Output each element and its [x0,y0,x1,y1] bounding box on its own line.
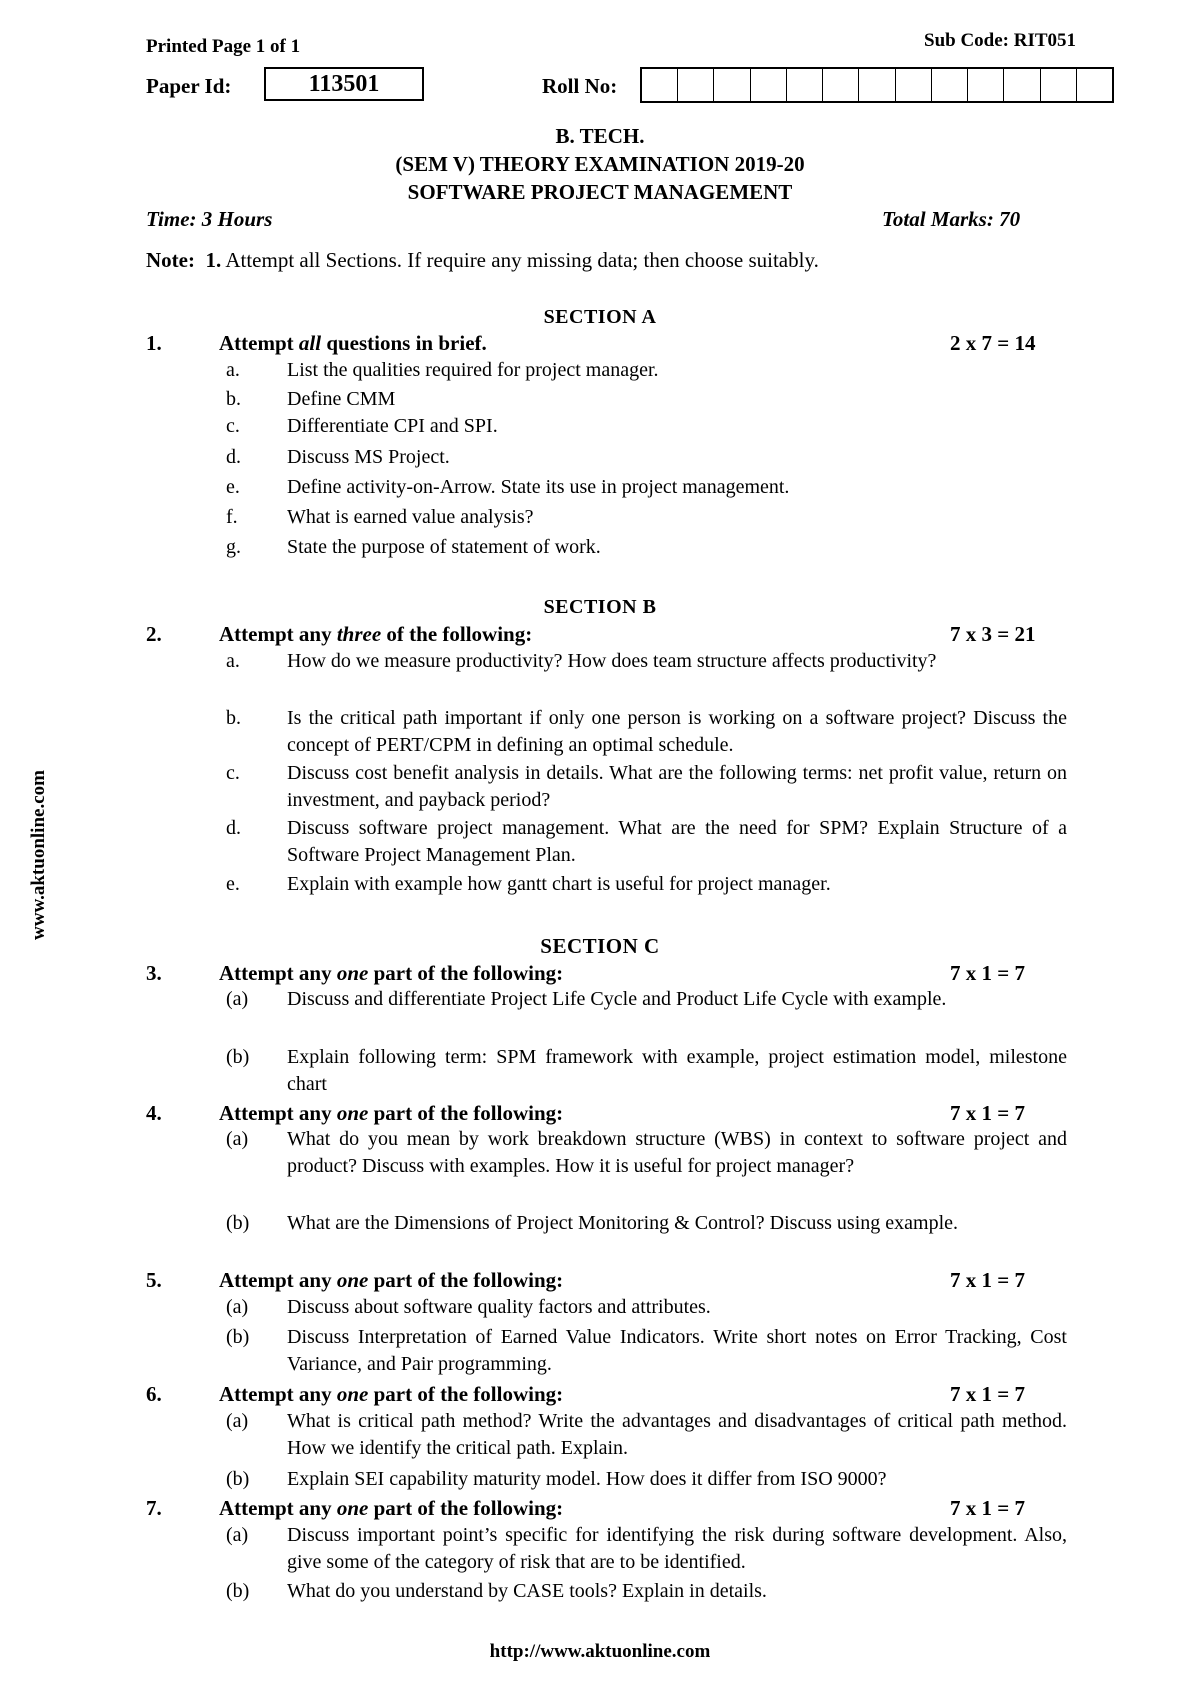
item-label: (a) [226,988,249,1010]
item-text: Define activity-on-Arrow. State its use in project management. [287,476,790,498]
item-text: Explain SEI capability maturity model. How does it differ from ISO 9000? [287,1468,887,1490]
item-text: Discuss cost benefit analysis in details. What are the following terms: net profit value, return on investment, and payback period? [287,762,1067,811]
item-text: What is earned value analysis? [287,506,534,528]
item-text: Is the critical path important if only one person is working on a software project? Discuss the concept of PERT/CPM in defining an optimal schedule. [287,707,1067,756]
roll-no-cell[interactable] [968,69,1004,101]
roll-no-cell[interactable] [896,69,932,101]
exam-duration: Time: 3 Hours [146,207,273,231]
question-marks: 7 x 1 = 7 [950,961,1025,985]
question-number: 4. [146,1101,162,1125]
roll-no-cell[interactable] [642,69,678,101]
item-label: (a) [226,1524,249,1546]
paper-id-label: Paper Id: [146,74,232,98]
item-text: Explain with example how gantt chart is useful for project manager. [287,873,831,895]
item-label: (b) [226,1046,250,1068]
section-c-title: SECTION C [540,934,660,958]
question-number: 6. [146,1382,162,1406]
item-text: Discuss Interpretation of Earned Value Indicators. Write short notes on Error Tracking, Cost Variance, and Pair programming. [287,1326,1067,1375]
item-text: State the purpose of statement of work. [287,536,601,558]
question-number: 1. [146,331,162,355]
roll-no-cell[interactable] [751,69,787,101]
question-instruction: Attempt any one part of the following: [219,1101,564,1125]
item-label: c. [226,762,240,784]
item-label: (b) [226,1468,250,1490]
note-line [146,248,819,273]
question-marks: 2 x 7 = 14 [950,331,1036,355]
subject-title: SOFTWARE PROJECT MANAGEMENT [407,180,793,204]
sub-code: Sub Code: RIT051 [924,30,1077,51]
section-a-title: SECTION A [543,306,657,328]
item-text: Define CMM [287,388,396,410]
roll-no-cell[interactable] [1041,69,1077,101]
roll-no-cell[interactable] [823,69,859,101]
question-number: 7. [146,1496,162,1520]
item-text: What do you understand by CASE tools? Explain in details. [287,1580,767,1602]
item-label: b. [226,388,241,410]
item-label: (a) [226,1410,249,1432]
roll-no-boxes[interactable] [640,67,1114,103]
exam-title: (SEM V) THEORY EXAMINATION 2019-20 [395,152,805,176]
item-text: How do we measure productivity? How does team structure affects productivity? [287,650,937,672]
item-label: d. [226,446,241,468]
item-text: List the qualities required for project manager. [287,359,659,381]
question-instruction: Attempt any one part of the following: [219,1382,564,1406]
question-number: 5. [146,1268,162,1292]
item-text: Discuss about software quality factors and attributes. [287,1296,711,1318]
note-label: Note: [146,248,195,272]
note-number: 1. [205,248,222,272]
roll-no-cell[interactable] [932,69,968,101]
item-label: d. [226,817,241,839]
roll-no-cell[interactable] [678,69,714,101]
item-label: e. [226,873,240,895]
item-text: What is critical path method? Write the advantages and disadvantages of critical path method. How we identify the critical path. Explain. [287,1410,1067,1459]
question-marks: 7 x 3 = 21 [950,622,1036,646]
question-instruction: Attempt any one part of the following: [219,1268,564,1292]
note-text: Attempt all Sections. If require any missing data; then choose suitably. [225,248,819,272]
item-label: (b) [226,1326,250,1348]
item-label: a. [226,359,240,381]
item-text: Explain following term: SPM framework with example, project estimation model, milestone chart [287,1046,1067,1095]
total-marks: Total Marks: 70 [882,207,1021,231]
roll-no-cell[interactable] [787,69,823,101]
question-number: 2. [146,622,162,646]
item-text: Discuss software project management. What are the need for SPM? Explain Structure of a Software Project Management Plan. [287,817,1067,866]
roll-no-cell[interactable] [714,69,750,101]
question-instruction: Attempt any one part of the following: [219,961,564,985]
question-marks: 7 x 1 = 7 [950,1101,1025,1125]
printed-page-label: Printed Page 1 of 1 [146,36,301,57]
item-label: (b) [226,1212,250,1234]
question-number: 3. [146,961,162,985]
question-marks: 7 x 1 = 7 [950,1496,1025,1520]
roll-no-cell[interactable] [1004,69,1040,101]
item-text: Discuss important point’s specific for identifying the risk during software development. Also, give some of the category of risk that are to be identified. [287,1524,1067,1573]
item-label: b. [226,707,241,729]
item-label: (b) [226,1580,250,1602]
item-label: f. [226,506,238,528]
item-label: (a) [226,1296,249,1318]
side-watermark: www.aktuonline.com [28,770,49,940]
question-instruction: Attempt any three of the following: [219,622,533,646]
item-label: c. [226,415,240,437]
footer-url[interactable]: http://www.aktuonline.com [489,1641,711,1662]
question-marks: 7 x 1 = 7 [950,1268,1025,1292]
item-text: Differentiate CPI and SPI. [287,415,498,437]
item-text: What are the Dimensions of Project Monitoring & Control? Discuss using example. [287,1212,958,1234]
question-instruction: Attempt all questions in brief. [219,331,487,355]
question-instruction: Attempt any one part of the following: [219,1496,564,1520]
degree-title: B. TECH. [555,124,645,148]
item-text: What do you mean by work breakdown structure (WBS) in context to software project and product? Discuss with examples. How it is useful for project manager? [287,1128,1067,1177]
item-label: (a) [226,1128,249,1150]
item-text: Discuss and differentiate Project Life Cycle and Product Life Cycle with example. [287,988,947,1010]
roll-no-label: Roll No: [542,74,618,98]
question-marks: 7 x 1 = 7 [950,1382,1025,1406]
item-label: e. [226,476,240,498]
item-label: g. [226,536,241,558]
item-text: Discuss MS Project. [287,446,450,468]
section-b-title: SECTION B [543,596,657,618]
paper-id-box: 113501 [264,67,424,101]
item-label: a. [226,650,240,672]
roll-no-cell[interactable] [859,69,895,101]
roll-no-cell[interactable] [1077,69,1112,101]
